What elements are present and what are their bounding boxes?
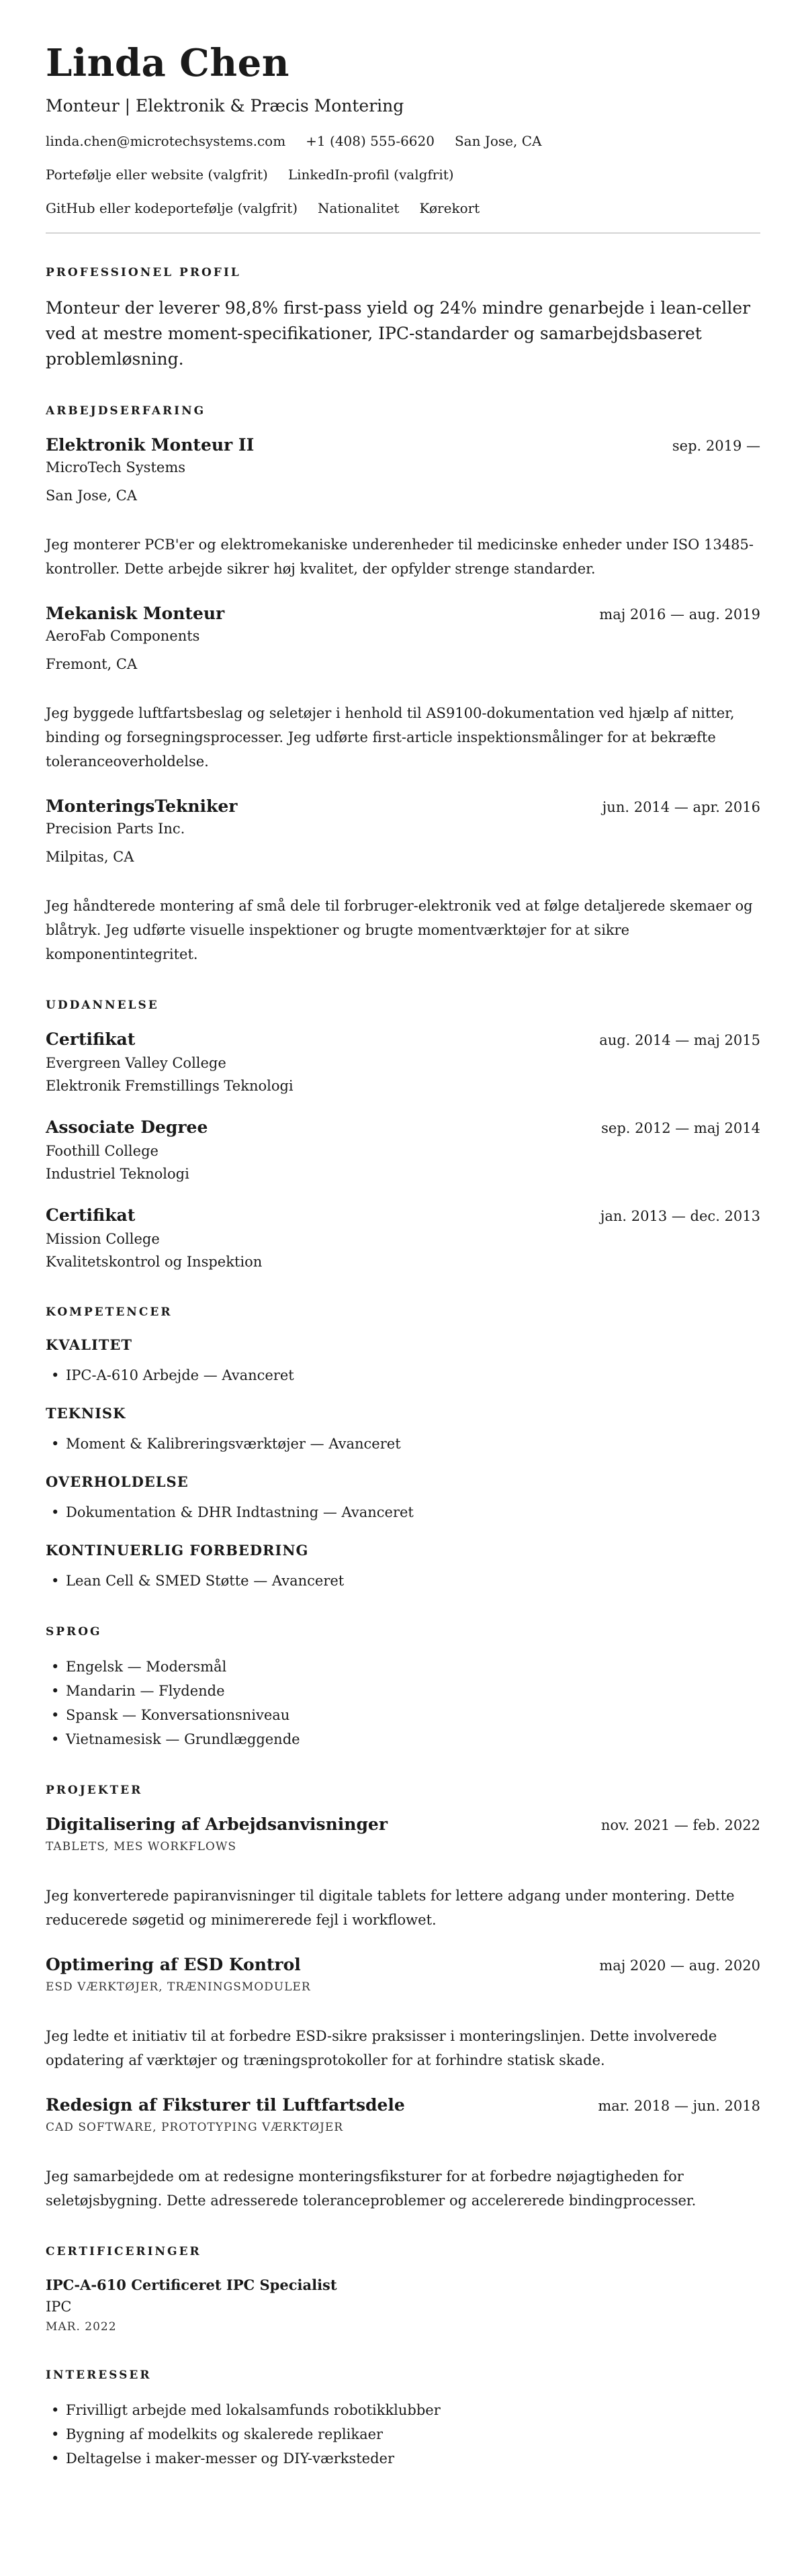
project-name: Redesign af Fiksturer til Luftfartsdele: [46, 2095, 405, 2115]
job-title: MonteringsTekniker: [46, 796, 238, 816]
language-list: [46, 1655, 760, 1751]
contact-portfolio[interactable]: Portefølje eller website (valgfrit): [46, 167, 268, 183]
education-entry: [46, 1116, 760, 1185]
education-section: [46, 999, 760, 1273]
project-date: mar. 2018 — jun. 2018: [598, 2098, 760, 2114]
education-date: jan. 2013 — dec. 2013: [600, 1208, 760, 1224]
section-title: CERTIFICERINGER: [46, 2245, 202, 2258]
entry-header: [46, 434, 760, 457]
contact-linkedin[interactable]: LinkedIn-profil (valgfrit): [287, 167, 454, 183]
contact-info: [46, 132, 760, 218]
skill-category: [46, 1335, 760, 1387]
project-name: Digitalisering af Arbejdsanvisninger: [46, 1814, 388, 1834]
skill-category-name: KVALITET: [46, 1336, 133, 1353]
education-entry: [46, 1028, 760, 1097]
experience-entry: [46, 434, 760, 581]
job-date: maj 2016 — aug. 2019: [599, 606, 760, 623]
job-company: MicroTech Systems: [46, 459, 186, 475]
contact-phone[interactable]: +1 (408) 555-6620: [306, 133, 435, 149]
section-title: UDDANNELSE: [46, 999, 159, 1012]
contact-location: San Jose, CA: [454, 133, 542, 149]
skill-list: [46, 1569, 760, 1593]
certification-entry: [46, 2274, 760, 2336]
project-description: Jeg ledte et initiativ til at forbedre ESD-sikre praksisser i monteringslinjen. Dette involverede opdatering af værktøjer og træningsprotokoller for at forhindre statisk skade.: [46, 2028, 717, 2068]
candidate-subtitle: Monteur | Elektronik & Præcis Montering: [46, 96, 404, 116]
interest-item: • Deltagelse i maker-messer og DIY-værksteder: [46, 2446, 760, 2471]
experience-entry: [46, 602, 760, 774]
skill-category: [46, 1404, 760, 1456]
project-date: nov. 2021 — feb. 2022: [600, 1817, 760, 1833]
language-item: • Mandarin — Flydende: [46, 1679, 760, 1703]
experience-entry: [46, 795, 760, 966]
job-location: Milpitas, CA: [46, 849, 134, 865]
job-location: San Jose, CA: [46, 488, 137, 504]
certification-issuer: IPC: [46, 2299, 72, 2315]
skill-item: • Moment & Kalibreringsværktøjer — Avanceret: [46, 1432, 760, 1456]
job-description: Jeg byggede luftfartsbeslag og seletøjer i henhold til AS9100-dokumentation ved hjælp af nitter, binding og forsegningsprocesser. Jeg udførte first-article inspektionsmålinger for at bekræfte toleranceoverholdelse.: [46, 705, 735, 770]
entry-header: [46, 1813, 760, 1837]
profile-section: [46, 266, 760, 372]
project-date: maj 2020 — aug. 2020: [599, 1958, 760, 1974]
contact-row: [46, 199, 760, 218]
project-entry: [46, 1813, 760, 1932]
languages-section: [46, 1625, 760, 1751]
project-name: Optimering af ESD Kontrol: [46, 1955, 301, 1974]
language-item: • Vietnamesisk — Grundlæggende: [46, 1727, 760, 1751]
education-date: aug. 2014 — maj 2015: [599, 1032, 760, 1048]
degree-title: Certifikat: [46, 1029, 136, 1049]
section-title: KOMPETENCER: [46, 1305, 173, 1319]
entry-header: [46, 1028, 760, 1052]
school-name: Mission College: [46, 1231, 160, 1247]
certification-date: MAR. 2022: [46, 2320, 117, 2334]
project-tags: ESD VÆRKTØJER, TRÆNINGSMODULER: [46, 1980, 311, 1994]
skill-category-name: TEKNISK: [46, 1405, 126, 1422]
job-description: Jeg håndterede montering af små dele til forbruger-elektronik ved at følge detaljerede skemaer og blåtryk. Jeg udførte visuelle inspektioner og brugte momentværktøjer for at sikre komponentintegritet.: [46, 898, 753, 962]
section-title: PROJEKTER: [46, 1784, 143, 1797]
header-divider: [46, 232, 760, 234]
contact-nationality: Nationalitet: [318, 200, 400, 216]
skill-list: [46, 1363, 760, 1387]
section-title: INTERESSER: [46, 2368, 152, 2382]
school-name: Foothill College: [46, 1143, 159, 1159]
skill-category: [46, 1472, 760, 1524]
interest-item: • Bygning af modelkits og skalerede replikaer: [46, 2422, 760, 2446]
degree-title: Associate Degree: [46, 1117, 208, 1137]
skill-category-name: KONTINUERLIG FORBEDRING: [46, 1542, 309, 1559]
projects-section: [46, 1784, 760, 2213]
candidate-name: Linda Chen: [46, 41, 289, 85]
study-field: Industriel Teknologi: [46, 1166, 189, 1182]
contact-email[interactable]: linda.chen@microtechsystems.com: [46, 133, 286, 149]
contact-license: Kørekort: [419, 200, 480, 216]
skill-category: [46, 1540, 760, 1593]
job-company: AeroFab Components: [46, 628, 200, 644]
job-date: sep. 2019 —: [672, 438, 760, 454]
language-item: • Engelsk — Modersmål: [46, 1655, 760, 1679]
project-tags: TABLETS, MES WORKFLOWS: [46, 1840, 236, 1853]
job-description: Jeg monterer PCB'er og elektromekaniske underenheder til medicinske enheder under ISO 13485-kontroller. Dette arbejde sikrer høj kvalitet, der opfylder strenge standarder.: [46, 537, 754, 577]
study-field: Kvalitetskontrol og Inspektion: [46, 1254, 263, 1270]
job-location: Fremont, CA: [46, 656, 138, 672]
section-title: PROFESSIONEL PROFIL: [46, 266, 241, 279]
skill-category-name: OVERHOLDELSE: [46, 1473, 189, 1490]
skill-item: • Lean Cell & SMED Støtte — Avanceret: [46, 1569, 760, 1593]
interests-section: [46, 2368, 760, 2471]
certification-name: IPC-A-610 Certificeret IPC Specialist: [46, 2276, 337, 2293]
entry-header: [46, 1953, 760, 1977]
project-tags: CAD SOFTWARE, PROTOTYPING VÆRKTØJER: [46, 2121, 344, 2134]
entry-header: [46, 2094, 760, 2117]
job-title: Mekanisk Monteur: [46, 604, 225, 623]
skill-item: • IPC-A-610 Arbejde — Avanceret: [46, 1363, 760, 1387]
school-name: Evergreen Valley College: [46, 1055, 226, 1071]
study-field: Elektronik Fremstillings Teknologi: [46, 1078, 294, 1094]
skill-item: • Dokumentation & DHR Indtastning — Avanceret: [46, 1500, 760, 1524]
certifications-section: [46, 2245, 760, 2336]
skill-list: [46, 1432, 760, 1456]
skills-section: [46, 1305, 760, 1593]
project-entry: [46, 2094, 760, 2213]
contact-row: [46, 165, 760, 184]
education-date: sep. 2012 — maj 2014: [601, 1120, 760, 1136]
interest-list: [46, 2398, 760, 2471]
profile-text: Monteur der leverer 98,8% first-pass yield og 24% mindre genarbejde i lean-celler ved at mestre moment-specifikationer, IPC-standarder og samarbejdsbaseret problemløsning.: [46, 298, 751, 369]
contact-row: [46, 132, 760, 150]
job-company: Precision Parts Inc.: [46, 821, 185, 837]
skill-list: [46, 1500, 760, 1524]
experience-section: [46, 404, 760, 966]
interest-item: • Frivilligt arbejde med lokalsamfunds robotikklubber: [46, 2398, 760, 2422]
entry-header: [46, 795, 760, 819]
entry-header: [46, 602, 760, 626]
degree-title: Certifikat: [46, 1205, 136, 1225]
entry-header: [46, 1116, 760, 1140]
section-title: SPROG: [46, 1625, 102, 1639]
section-title: ARBEJDSERFARING: [46, 404, 206, 418]
resume-header: [46, 40, 760, 218]
job-title: Elektronik Monteur II: [46, 435, 255, 455]
job-date: jun. 2014 — apr. 2016: [602, 799, 760, 815]
project-entry: [46, 1953, 760, 2072]
project-description: Jeg samarbejdede om at redesigne monteringsfiksturer for at forbedre nøjagtigheden for seletøjsbygning. Dette adresserede toleranceproblemer og accelererede bindingprocesser.: [46, 2168, 697, 2209]
language-item: • Spansk — Konversationsniveau: [46, 1703, 760, 1727]
entry-header: [46, 1204, 760, 1228]
contact-github[interactable]: GitHub eller kodeportefølje (valgfrit): [46, 200, 298, 216]
project-description: Jeg konverterede papiranvisninger til digitale tablets for lettere adgang under montering. Dette reducerede søgetid og minimererede fejl i workflowet.: [46, 1888, 735, 1928]
education-entry: [46, 1204, 760, 1273]
